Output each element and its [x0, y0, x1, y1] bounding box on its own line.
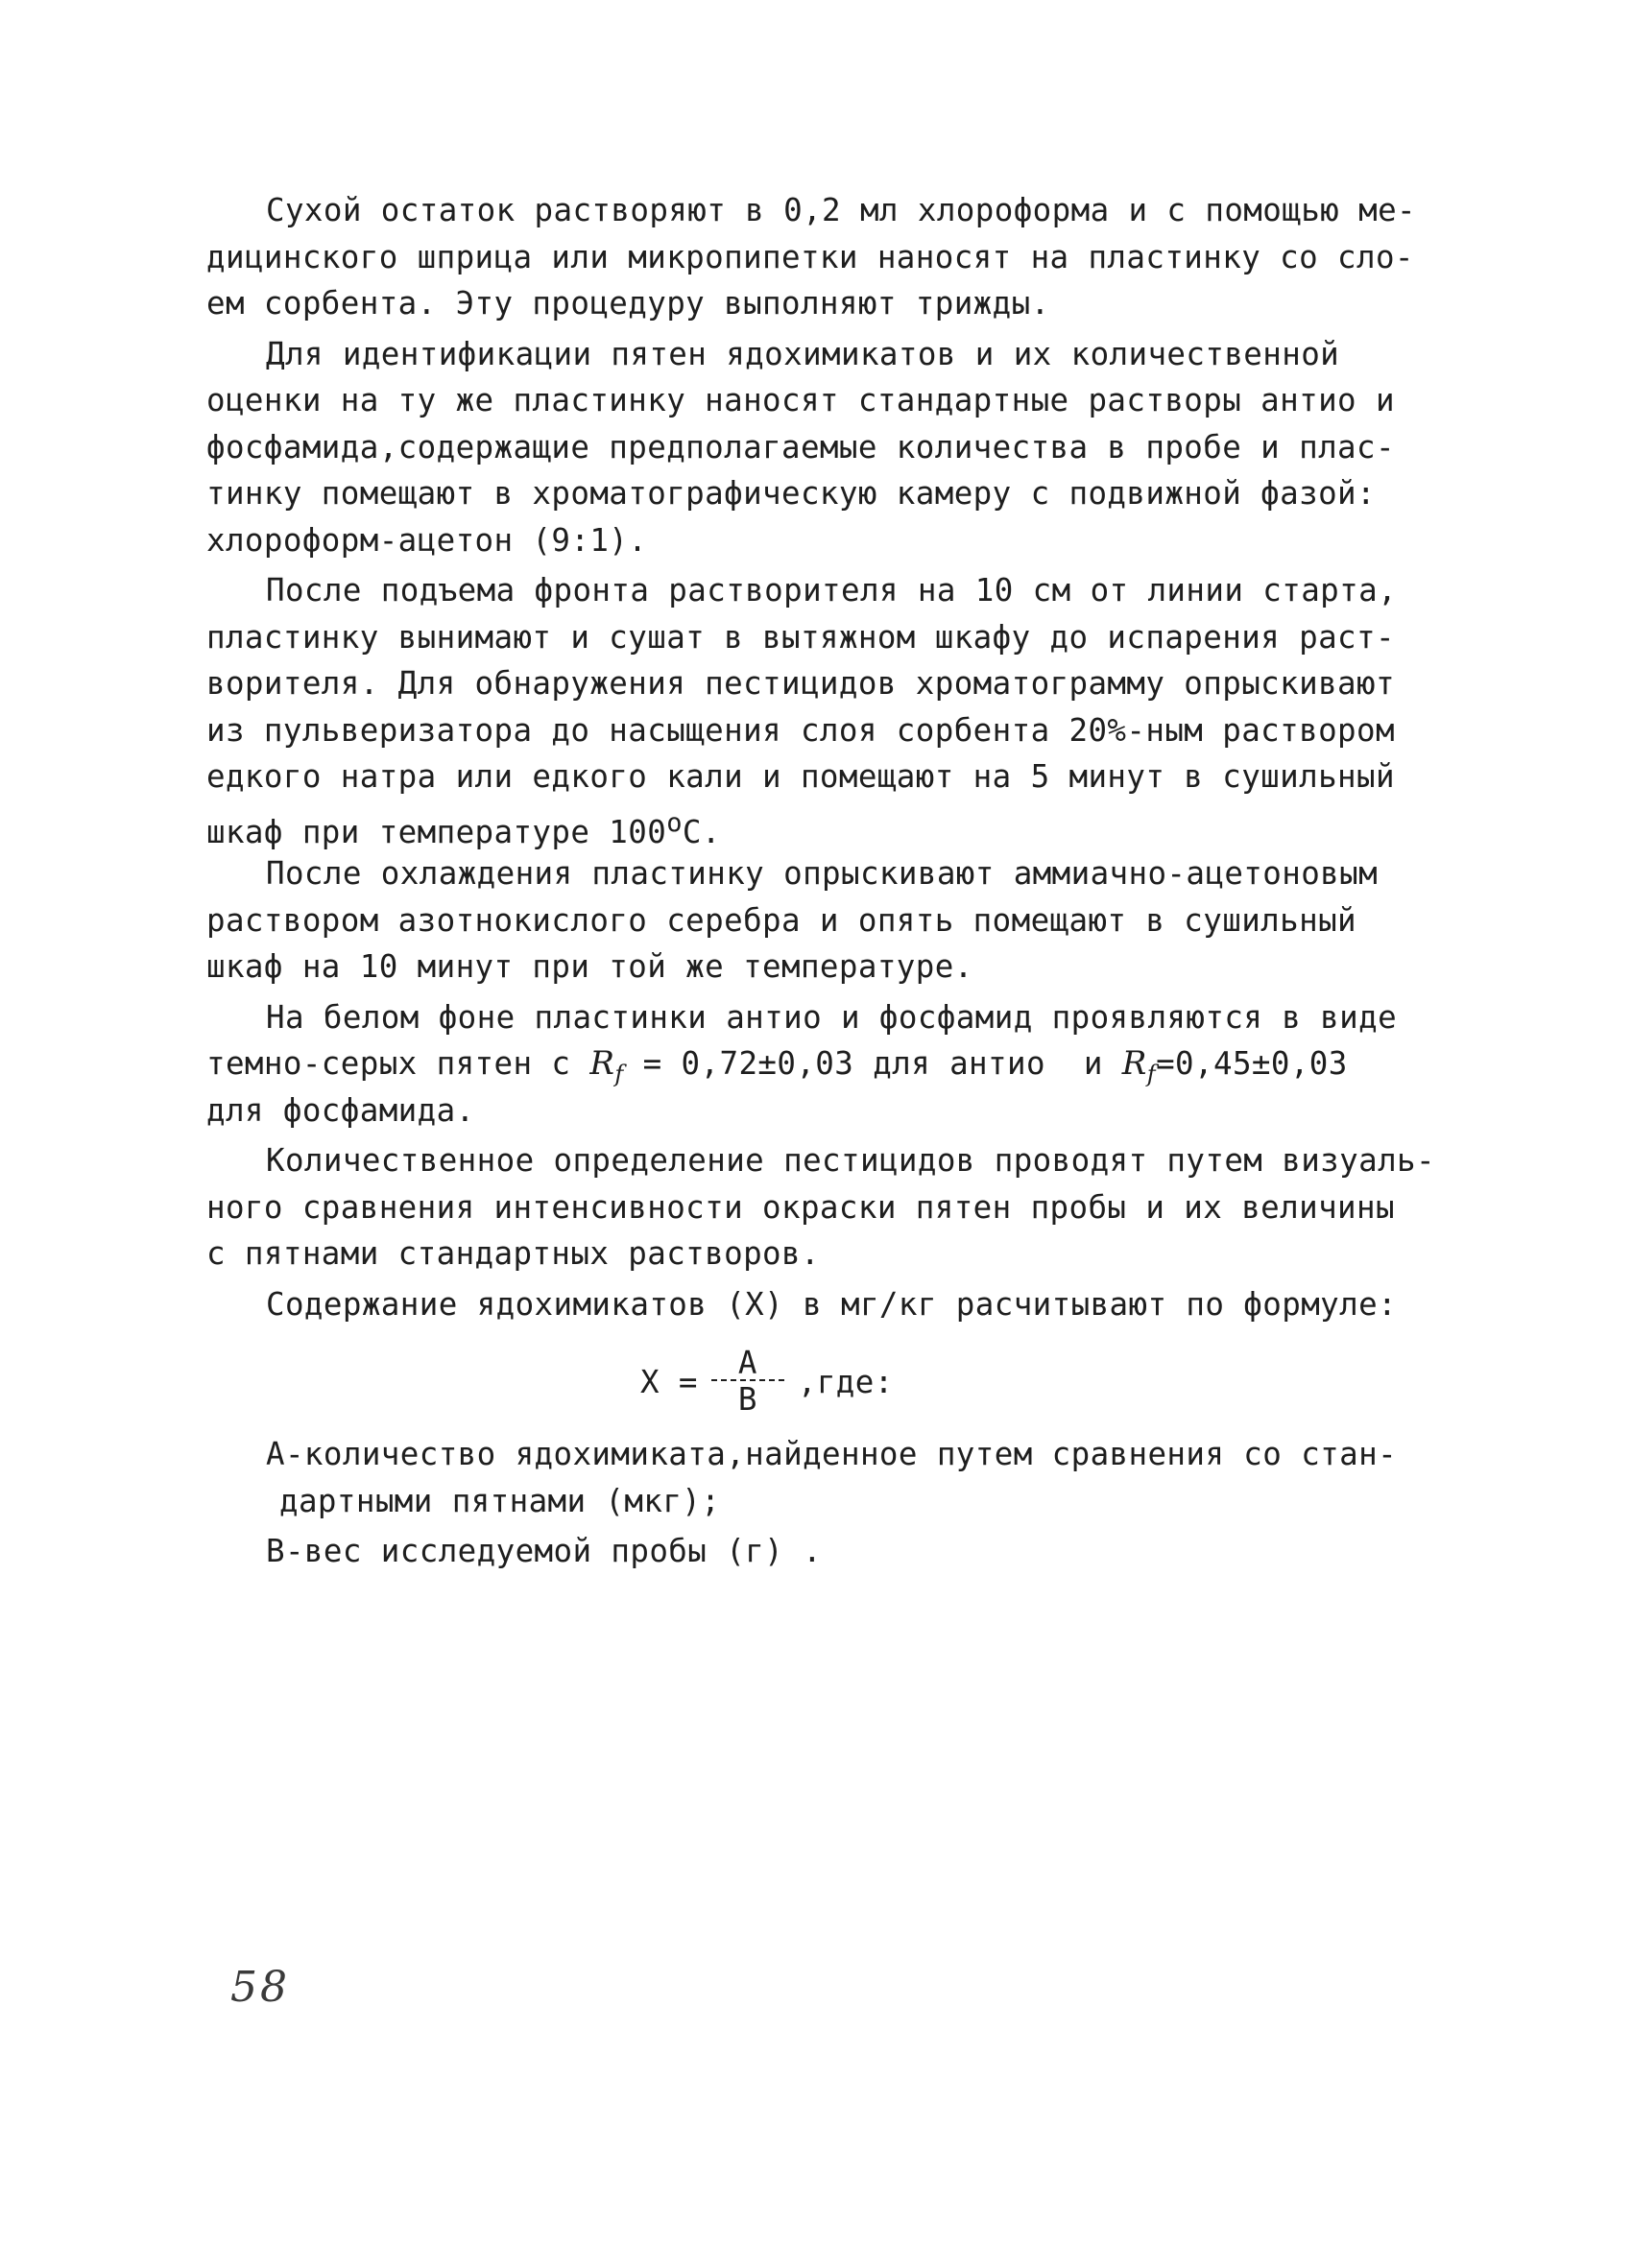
rf-letter: R — [1121, 1044, 1147, 1083]
text-fragment: С. — [682, 813, 721, 850]
text-line: пластинку вынимают и сушат в вытяжном шкафу до испарения раст- — [206, 618, 1395, 656]
formula-rhs: ,где: — [797, 1364, 894, 1400]
page-number: 58 — [230, 1963, 290, 2012]
text-fragment: =0,45±0,03 — [1156, 1045, 1348, 1082]
text-line: дицинского шприца или микропипетки наносят на пластинку со сло- — [206, 238, 1414, 275]
formula-numerator: A — [711, 1347, 784, 1381]
rf-symbol — [1121, 1044, 1157, 1087]
text-line: шкаф на 10 минут при той же температуре. — [206, 948, 973, 985]
text-line: раствором азотнокислого серебра и опять помещают в сушильный — [206, 901, 1356, 939]
paragraph-solvent-front — [206, 567, 1445, 850]
text-line: оценки на ту же пластинку наносят стандартные растворы антио и — [206, 382, 1395, 418]
definition-b — [206, 1528, 1445, 1575]
formula-expression — [640, 1343, 894, 1421]
formula-lhs: X = — [640, 1364, 698, 1400]
text-line: ворителя. Для обнаружения пестицидов хроматограмму опрыскивают — [206, 665, 1395, 702]
text-line: для фосфамида. — [206, 1091, 475, 1129]
formula-fraction — [711, 1347, 784, 1418]
text-line: фосфамида,содержащие предполагаемые количества в пробе и плас- — [206, 428, 1395, 466]
degree-sign: о — [666, 807, 683, 838]
text-line: После охлаждения пластинку опрыскивают аммиачно-ацетоновым — [266, 855, 1379, 892]
body-text — [206, 187, 1445, 1579]
text-line-temperature — [206, 800, 1445, 848]
definition-a — [206, 1431, 1445, 1524]
rf-subscript: f — [1146, 1060, 1157, 1087]
rf-letter: R — [589, 1044, 615, 1083]
rf-symbol — [589, 1044, 624, 1087]
text-line-rf — [206, 1040, 1445, 1087]
paragraph-dry-residue — [206, 187, 1445, 327]
text-line: После подъема фронта растворителя на 10 см от линии старта, — [266, 572, 1398, 609]
paragraph-formula-intro — [206, 1281, 1445, 1328]
text-line: хлороформ-ацетон (9:1). — [206, 521, 648, 559]
text-line: Количественное определение пестицидов проводят путем визуаль- — [266, 1142, 1435, 1179]
formula-denominator: B — [737, 1381, 757, 1418]
text-fragment: темно-серых пятен с — [206, 1045, 590, 1082]
text-line: Для идентификации пятен ядохимикатов и их количественной — [266, 335, 1340, 372]
text-fragment: шкаф при температуре 100 — [206, 813, 667, 850]
text-line: дартными пятнами (мкг); — [279, 1482, 721, 1519]
paragraph-identification — [206, 331, 1445, 564]
text-line: с пятнами стандартных растворов. — [206, 1235, 820, 1272]
text-fragment: = 0,72±0,03 для антио и — [623, 1045, 1122, 1082]
text-line: едкого натра или едкого кали и помещают на 5 минут в сушильный — [206, 758, 1395, 795]
text-line: тинку помещают в хроматографическую камеру с подвижной фазой: — [206, 475, 1376, 512]
text-line: В-вес исследуемой пробы (г) . — [266, 1533, 823, 1569]
paragraph-rf-values — [206, 994, 1445, 1134]
text-line: Сухой остаток растворяют в 0,2 мл хлороформа и с помощью ме- — [266, 192, 1416, 228]
text-line: ем сорбента. Эту процедуру выполняют трижды. — [206, 285, 1050, 322]
rf-subscript: f — [614, 1060, 624, 1087]
text-line: На белом фоне пластинки антио и фосфамид проявляются в виде — [266, 998, 1398, 1036]
formula — [206, 1343, 1445, 1421]
text-line: из пульверизатора до насыщения слоя сорбента 20%-ным раствором — [206, 711, 1395, 749]
paragraph-quantitative — [206, 1137, 1445, 1277]
text-line: ного сравнения интенсивности окраски пятен пробы и их величины — [206, 1188, 1395, 1226]
paragraph-cooling — [206, 850, 1445, 991]
text-line: А-количество ядохимиката,найденное путем сравнения со стан- — [266, 1436, 1398, 1472]
text-line: Содержание ядохимикатов (X) в мг/кг расчитывают по формуле: — [266, 1285, 1398, 1323]
